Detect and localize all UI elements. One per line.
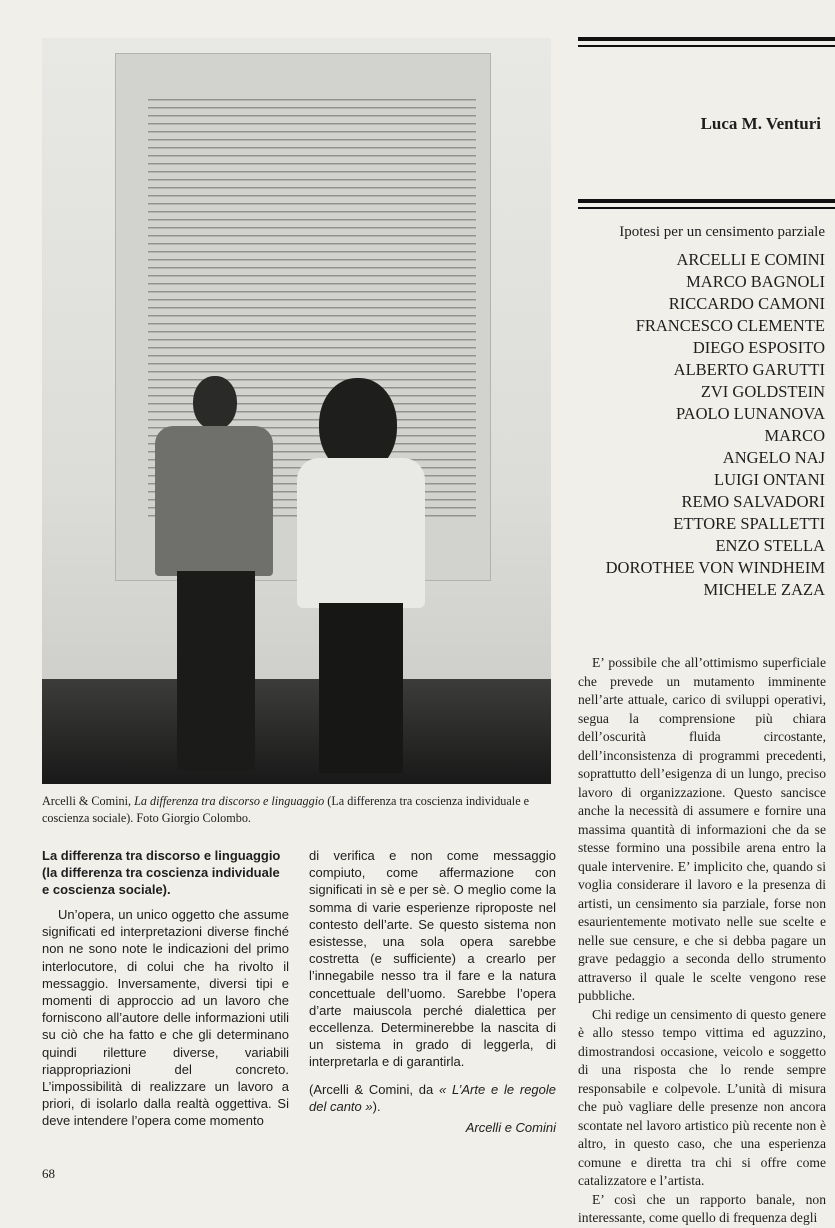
viewer-figure-left: [155, 376, 273, 771]
artist-name: ETTORE SPALLETTI: [673, 514, 825, 533]
paragraph: E’ così che un rapporto banale, non interessante, come quello di frequenza degli: [578, 1191, 826, 1225]
caption-rest: (La differenza tra coscienza individuale e coscienza sociale). Foto Giorgio Colombo.: [42, 794, 530, 825]
right-column: [578, 654, 826, 1228]
paragraph: E’ possibile che all’ottimismo superficiale che prevede un mutamento imminente nell’arte attuale, carico di sviluppi operativi, segua la comprensione più chiara dell’oscurità fluida circostante, dell’inconsistenza di programmi precedenti, soprattutto dell’esigenza di un lungo, preciso lavoro di organizzazione. Questo sancisce anche la necessità di assumere e fornire una massima quantità di informazioni che da se stesse formino una possibile arena entro la quale intervenire. E’ implicito che, quando si voglia considerare il lavoro e la presenza di artisti, un censimento sia parziale, forse non esaurientemente motivato nelle sue scelte e nelle sue censure, e che si debba pagare un grave pedaggio a seconda dello strumento attraverso il quale le scelte vengono rese pubbliche.: [578, 655, 826, 1003]
header-rule-thick: [578, 37, 835, 41]
artist-name: RICCARDO CAMONI: [668, 294, 825, 313]
artist-name: ZVI GOLDSTEIN: [700, 382, 825, 401]
artist-name: ALBERTO GARUTTI: [673, 360, 825, 379]
middle-column: [309, 847, 556, 1136]
photo-caption: [42, 793, 552, 827]
artist-name: MARCO BAGNOLI: [686, 272, 825, 291]
artist-name: LUIGI ONTANI: [714, 470, 825, 489]
caption-title: La differenza tra discorso e linguaggio: [134, 794, 325, 808]
artist-name: DOROTHEE VON WINDHEIM: [605, 558, 825, 577]
paragraph: Chi redige un censimento di questo genere è allo stesso tempo vittima ed aguzzino, dimostrandosi occasione, veicolo e soggetto di una risposta che lo rende sempre responsabile e colpevole. L’unità di misura che può vagliare delle presenze non ancora scontate nel lavoro artistico più recente non è altro, in questo caso, che una esperienza comune e diretta tra chi si offre come catalizzatore e l’artista.: [578, 1006, 826, 1188]
article-subtitle: Ipotesi per un censimento parziale: [619, 224, 825, 240]
middle-column-body: di verifica e non come messaggio compiuto, come affermazione con significati in sè e per sè. O meglio come la somma di varie esperienze riproposte nel contesto dell’arte. Se questo sistema non esistesse, una sola opera sarebbe costretta (e sufficiente) a crearlo per l’innegabile nesso tra il fare e la natura concettuale dell’uomo. Sarebbe l’opera d’arte maiuscola perché dialettica per eccellenza. Determinerebbe la nascita di un sistema in grado di leggerla, di interpretarla e di garantirla.: [309, 848, 556, 1070]
left-column-body: Un’opera, un unico oggetto che assume significati ed interpretazioni diverse finché non ne sono note le indicazioni del primo interlocutore, di colui che ha rivolto il messaggio. Inversamente, diversi tipi e momenti di approccio ad un lavoro che forniscono all’autore delle informazioni utili su ciò che ha fatto e che gli determinano quindi riletture diverse, variabili riappropriazioni del concreto. L’impossibilità di realizzare un lavoro a priori, di isolarlo dalla realtà oggettiva. Si deve intendere l’opera come momento: [42, 907, 289, 1129]
artist-name: ARCELLI E COMINI: [676, 250, 825, 269]
artist-name: MARCO: [764, 426, 825, 445]
source-quote: (Arcelli & Comini, da « L’Arte e le regole del canto »).: [309, 1081, 556, 1114]
section-heading: La differenza tra discorso e linguaggio (la differenza tra coscienza individuale e coscienza sociale).: [42, 848, 281, 897]
artist-name: DIEGO ESPOSITO: [692, 338, 825, 357]
artist-name: PAOLO LUNANOVA: [676, 404, 825, 423]
left-column: [42, 847, 289, 1130]
signature: Arcelli e Comini: [465, 1120, 556, 1136]
header-rule-thin: [578, 45, 835, 47]
separator-rule-thick: [578, 199, 835, 203]
author-name: Luca M. Venturi: [700, 114, 821, 133]
artist-name: MICHELE ZAZA: [703, 580, 825, 599]
artist-name: FRANCESCO CLEMENTE: [635, 316, 825, 335]
separator-rule-thin: [578, 207, 835, 209]
artist-name: ENZO STELLA: [715, 536, 825, 555]
caption-prefix: Arcelli & Comini,: [42, 794, 135, 808]
viewer-figure-right: [297, 378, 425, 773]
artwork-photo: [42, 38, 551, 784]
artist-name: ANGELO NAJ: [722, 448, 825, 467]
page-number: 68: [42, 1166, 55, 1181]
artist-name: REMO SALVADORI: [681, 492, 825, 511]
artist-list: [606, 249, 825, 601]
